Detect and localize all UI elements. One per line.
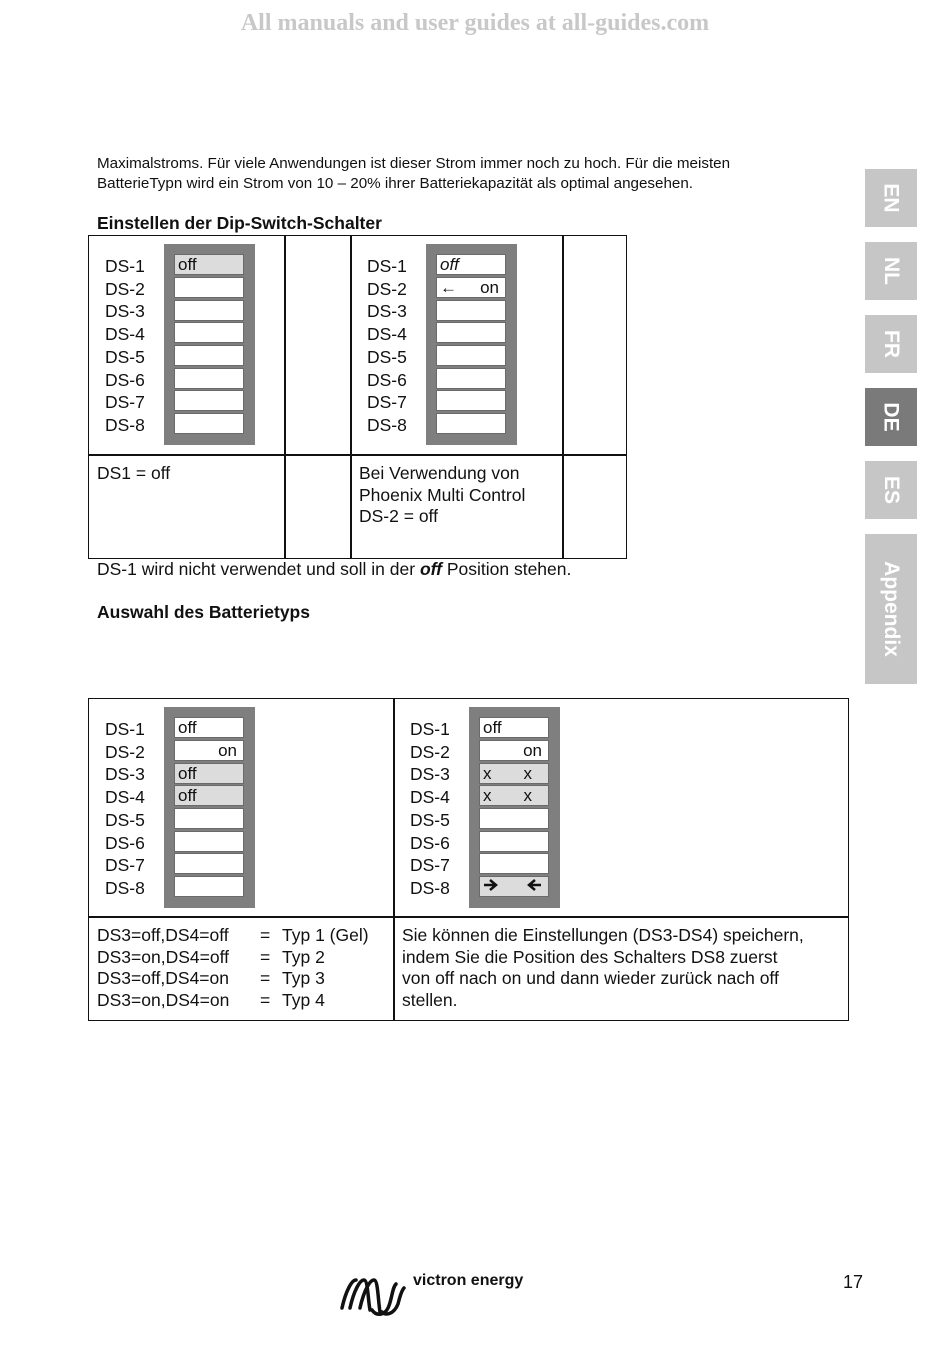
dip-switch-block-default — [164, 244, 255, 445]
type-row: DS3=on,DS4=on = Typ 4 — [97, 989, 325, 1010]
switch-ds4 — [436, 322, 506, 343]
tab-nl[interactable]: NL — [865, 242, 917, 300]
switch-ds7 — [174, 853, 244, 874]
dip-switch-block-battery — [164, 707, 255, 908]
switch-ds2: ← on — [436, 277, 506, 298]
watermark-text: All manuals and user guides at all-guides.com — [240, 10, 710, 36]
brand-name: victron energy — [413, 1272, 524, 1289]
switch-ds7 — [436, 390, 506, 411]
page-number: 17 — [843, 1272, 864, 1292]
switch-ds8 — [174, 413, 244, 434]
switch-ds3 — [174, 300, 244, 321]
switch-ds6 — [174, 831, 244, 852]
heading-battery-type: Auswahl des Batterietyps — [97, 602, 310, 622]
tab-fr[interactable]: FR — [865, 315, 917, 373]
switch-ds5 — [174, 345, 244, 366]
type-row: DS3=on,DS4=off = Typ 2 — [97, 946, 325, 967]
switch-ds4: off — [174, 785, 244, 806]
intro-line-2: BatterieTypn wird ein Strom von 10 – 20% ihrer Batteriekapazität als optimal angesehen. — [97, 174, 694, 192]
intro-paragraph — [97, 154, 817, 193]
switch-ds4: x x — [479, 785, 549, 806]
ds-labels-battery: DS-1 DS-2 DS-3 DS-4 DS-5 DS-6 DS-7 DS-8 — [105, 719, 145, 898]
ds-labels-left: DS-1 DS-2 DS-3 DS-4 DS-5 DS-6 DS-7 DS-8 — [105, 256, 145, 435]
arrow-left-icon: ← — [440, 278, 457, 297]
tab-de[interactable]: DE — [865, 388, 917, 446]
victron-logo-icon — [338, 1270, 408, 1323]
arrow-left-icon — [526, 877, 542, 897]
type-row: DS3=off,DS4=off = Typ 1 (Gel) — [97, 925, 369, 945]
ds-labels-store: DS-1 DS-2 DS-3 DS-4 DS-5 DS-6 DS-7 DS-8 — [410, 719, 450, 898]
switch-ds1: off — [174, 717, 244, 738]
tab-en[interactable]: EN — [865, 169, 917, 227]
tab-es[interactable]: ES — [865, 461, 917, 519]
switch-ds2: on — [174, 740, 244, 761]
tab-appendix[interactable]: Appendix — [865, 534, 917, 684]
dip-switch-block-multicontrol — [426, 244, 517, 445]
switch-ds5 — [436, 345, 506, 366]
switch-ds6 — [436, 368, 506, 389]
ds1-note: DS-1 wird nicht verwendet und soll in der off Position stehen. — [97, 559, 572, 579]
switch-ds3 — [436, 300, 506, 321]
switch-ds2 — [174, 277, 244, 298]
type-row: DS3=off,DS4=on = Typ 3 — [97, 968, 325, 989]
caption-multi-control: Bei Verwendung von Phoenix Multi Control DS-2 = off — [359, 463, 526, 527]
switch-ds1: off — [174, 254, 244, 275]
arrow-right-icon — [483, 877, 499, 897]
switch-ds7 — [174, 390, 244, 411]
switch-ds2: on — [479, 740, 549, 761]
switch-ds8 — [174, 876, 244, 897]
heading-dip-switch: Einstellen der Dip-Switch-Schalter — [97, 213, 382, 233]
switch-ds5 — [479, 808, 549, 829]
switch-ds1: off — [479, 717, 549, 738]
switch-ds1: off — [436, 254, 506, 275]
switch-ds8 — [436, 413, 506, 434]
ds-labels-right: DS-1 DS-2 DS-3 DS-4 DS-5 DS-6 DS-7 DS-8 — [367, 256, 407, 435]
switch-ds8 — [479, 876, 549, 897]
caption-ds1-off: DS1 = off — [97, 463, 171, 483]
intro-line-1: Maximalstroms. Für viele Anwendungen ist dieser Strom immer noch zu hoch. Für die meisten — [97, 155, 731, 172]
switch-ds3: off — [174, 763, 244, 784]
store-instructions: Sie können die Einstellungen (DS3-DS4) speichern, indem Sie die Position des Schalters DS8 zuerst von off nach on und dann wieder zurück nach off stellen. — [402, 925, 804, 1010]
switch-ds7 — [479, 853, 549, 874]
dip-switch-block-store — [469, 707, 560, 908]
switch-ds5 — [174, 808, 244, 829]
switch-ds6 — [479, 831, 549, 852]
switch-ds6 — [174, 368, 244, 389]
battery-type-list — [97, 925, 387, 1011]
switch-ds3: x x — [479, 763, 549, 784]
switch-ds4 — [174, 322, 244, 343]
